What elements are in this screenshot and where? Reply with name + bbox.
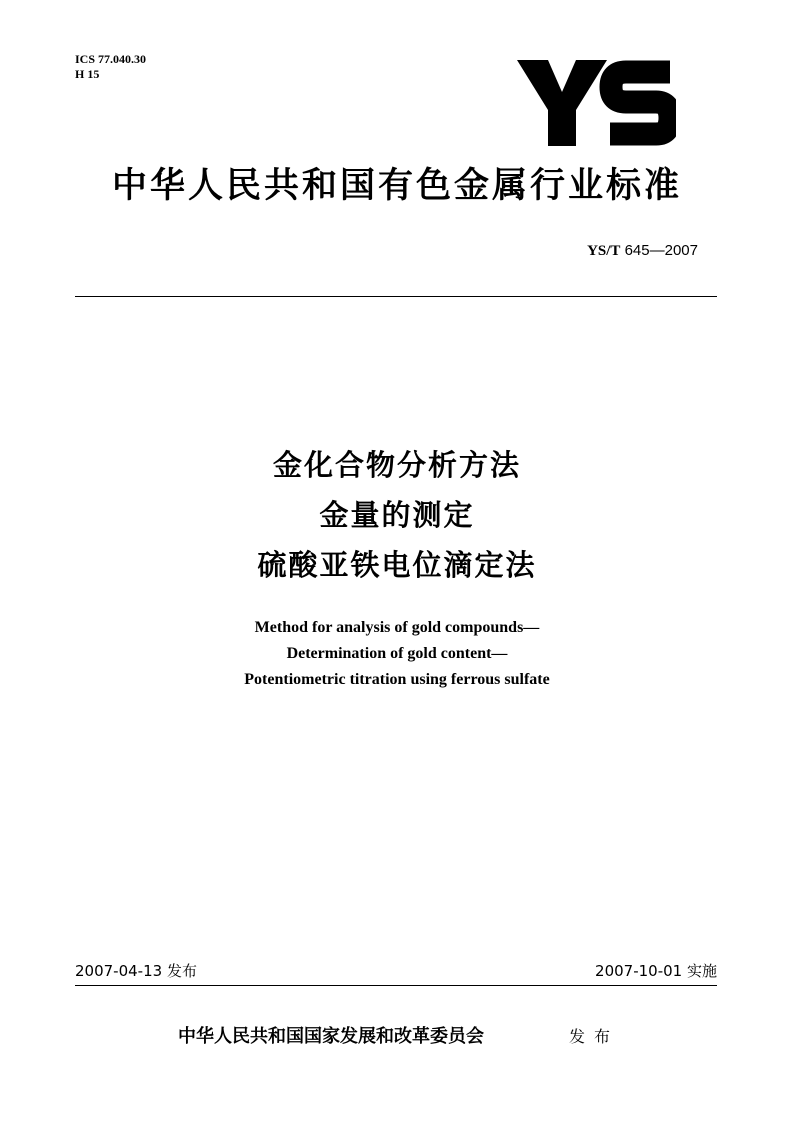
chinese-title <box>0 440 794 590</box>
publisher-name: 中华人民共和国国家发展和改革委员会 <box>178 1026 484 1047</box>
ics-code: ICS 77.040.30 <box>75 52 147 66</box>
ccs-code: H 15 <box>75 67 100 81</box>
standard-code-prefix: YS/T <box>587 243 621 259</box>
ys-logo <box>514 54 676 148</box>
english-title-line: Potentiometric titration using ferrous sulfate <box>244 671 550 688</box>
standard-code-number: 645—2007 <box>624 242 698 259</box>
footer-divider <box>75 985 717 986</box>
header-divider <box>75 296 717 297</box>
classification-block <box>75 52 146 82</box>
english-title-line: Determination of gold content— <box>286 645 508 662</box>
english-title-line: Method for analysis of gold compounds— <box>254 619 540 636</box>
standard-code <box>587 242 698 260</box>
issue-date: 2007-04-13 发布 <box>75 962 197 980</box>
implementation-date: 2007-10-01 实施 <box>595 962 717 980</box>
english-title <box>0 615 794 693</box>
chinese-title-line: 硫酸亚铁电位滴定法 <box>257 548 537 582</box>
chinese-title-line: 金化合物分析方法 <box>272 448 521 482</box>
standard-category-title: 中华人民共和国有色金属行业标准 <box>111 166 682 206</box>
publish-label: 发布 <box>569 1027 620 1046</box>
chinese-title-line: 金量的测定 <box>319 498 475 532</box>
